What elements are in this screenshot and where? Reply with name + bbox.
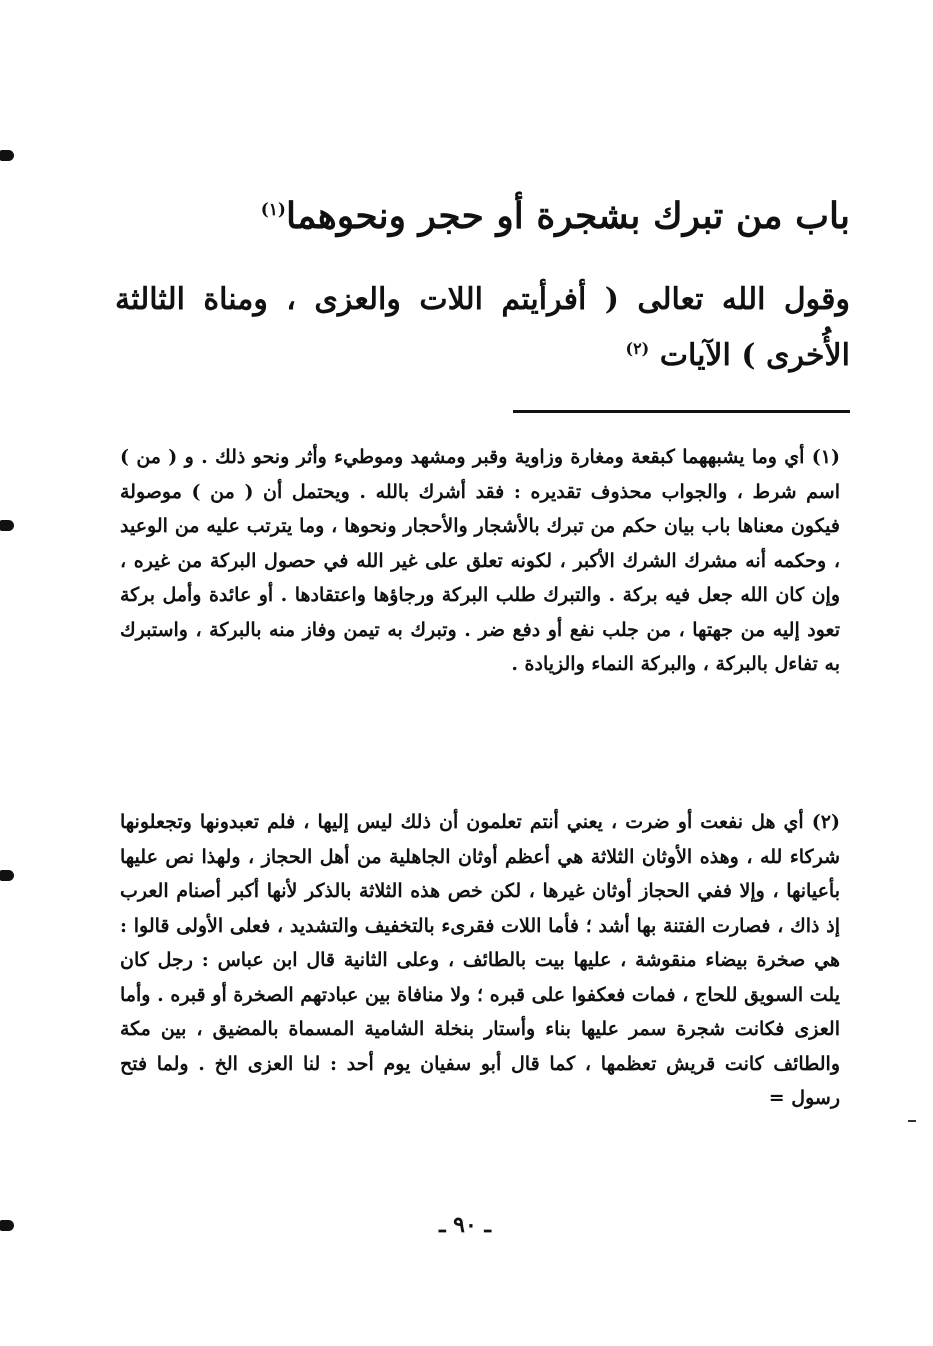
footnote-1: (١) أي وما يشبههما كبقعة ومغارة وزاوية وقبر ومشهد وموطيء وأثر ونحو ذلك . و ( من ) اسم شرط ، والجواب محذوف تقديره : فقد أشرك بالله . ويحتمل أن ( من ) موصولة فيكون معناها باب بيان حكم من تبرك بالأشجار والأحجار ونحوها ، وما يترتب عليه من الوعيد ، وحكمه أنه مشرك الشرك الأكبر ، لكونه تعلق على غير الله في حصول البركة من غيره ، وإن كان الله جعل فيه بركة . والتبرك طلب البركة ورجاؤها واعتقادها . أو عائدة وأمل بركة تعود إليه من جهتها ، من جلب نفع أو دفع ضر . وتبرك به تيمن وفاز منه بالبركة ، واستبرك به تفاءل بالبركة ، والبركة النماء والزيادة . xyxy=(120,446,840,675)
footnote-separator xyxy=(513,410,850,413)
quran-verse-text: وقول الله تعالى ( أفرأيتم اللات والعزى ، ومناة الثالثة الأُخرى ) الآيات xyxy=(115,282,850,373)
page-number: ـ ٩٠ ـ xyxy=(439,1212,491,1238)
footnote-marker-2: (٢) xyxy=(625,339,650,358)
scan-edge-tick xyxy=(908,1120,916,1122)
chapter-title-text: باب من تبرك بشجرة أو حجر ونحوهما xyxy=(285,195,850,237)
footnote-2: (٢) أي هل نفعت أو ضرت ، يعني أنتم تعلمون أن ذلك ليس إليها ، فلم تعبدونها وتجعلونها شركاء لله ، وهذه الأوثان الثلاثة هي أعظم أوثان الجاهلية من أهل الحجاز ، ولهذا نص عليها بأعيانها ، وإلا ففي الحجاز أوثان غيرها ، لكن خص هذه الثلاثة بالذكر لأنها أكبر أصنام العرب إذ ذاك ، فصارت الفتنة بها أشد ؛ فأما اللات فقرىء بالتخفيف والتشديد ، فعلى الأولى قالوا : هي صخرة بيضاء منقوشة ، عليها بيت بالطائف ، وعلى الثانية قال ابن عباس : رجل كان يلت السويق للحاج ، فمات فعكفوا على قبره ؛ ولا منافاة بين عبادتهم الصخرة أو قبره . وأما العزى فكانت شجرة سمر عليها بناء وأستار بنخلة الشامية المسماة بالمضيق ، بين مكة والطائف كانت قريش تعظمها ، كما قال أبو سفيان يوم أحد : لنا العزى الخ . ولما فتح رسول = xyxy=(120,811,840,1109)
scan-edge-mark xyxy=(0,870,14,881)
scan-edge-mark xyxy=(0,520,14,531)
chapter-title xyxy=(150,188,850,244)
scan-edge-mark xyxy=(0,1220,14,1231)
scan-edge-mark xyxy=(0,150,14,161)
quran-verse xyxy=(115,272,850,384)
footnote-marker-1: (١) xyxy=(260,200,286,220)
